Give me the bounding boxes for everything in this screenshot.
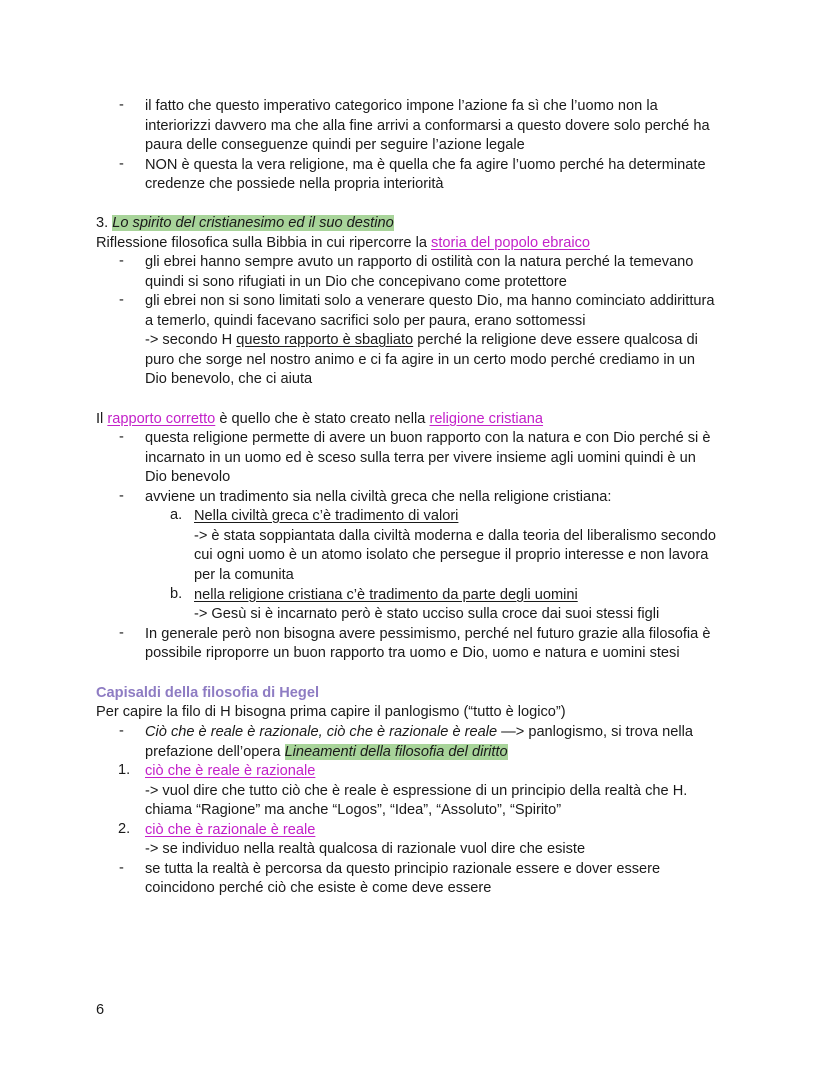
text-line: se tutta la realtà è percorsa da questo principio razionale essere e dover essere [145, 861, 661, 877]
list-number: 2. [118, 821, 131, 837]
sub-item-title: Nella civiltà greca c’è tradimento di valori [194, 508, 459, 524]
text-line [145, 743, 508, 762]
underlined-text: questo rapporto è sbagliato [236, 332, 414, 348]
text-line: il fatto che questo imperativo categorico impone l’azione fa sì che l’uomo non la [145, 98, 658, 114]
text-line: paura delle conseguenze quindi per seguire l’azione legale [145, 137, 525, 153]
section-heading: Capisaldi della filosofia di Hegel [96, 685, 320, 701]
text-line: per la comunita [194, 567, 294, 583]
bullet-dash: - [119, 860, 124, 876]
text-line: Dio benevolo, che ci aiuta [145, 371, 313, 387]
highlighted-title: Lineamenti della filosofia del diritto [284, 744, 508, 760]
text-line: credenze che possiede nella propria interiorità [145, 176, 444, 192]
text-line: -> è stata soppiantata dalla civiltà moderna e dalla teoria del liberalismo secondo [194, 528, 717, 544]
text-line: Per capire la filo di H bisogna prima capire il panlogismo (“tutto è logico”) [96, 704, 566, 720]
link-storia-popolo-ebraico[interactable]: storia del popolo ebraico [431, 235, 591, 251]
text-line: possibile riproporre un buon rapporto tra uomo e Dio, uomo e natura e uomini stesi [145, 645, 680, 661]
text-line: chiama “Ragione” ma anche “Logos”, “Idea”, “Assoluto”, “Spirito” [145, 802, 562, 818]
intro-text: Riflessione filosofica sulla Bibbia in cui ripercorre la [96, 235, 427, 251]
sub-item-label: a. [170, 507, 183, 523]
section-3-title [96, 214, 394, 233]
bullet-dash: - [119, 253, 124, 269]
text-span: Il [96, 411, 104, 427]
sub-item-title: nella religione cristiana c’è tradimento da parte degli uomini [194, 587, 578, 603]
text-span: prefazione dell’opera [145, 744, 281, 760]
text-line: interiorizzi davvero ma che alla fine arrivi a conformarsi a questo dovere solo perché ha [145, 118, 710, 134]
text-line: gli ebrei hanno sempre avuto un rapporto di ostilità con la natura perché la temevano [145, 254, 694, 270]
text-line: questa religione permette di avere un buon rapporto con la natura e con Dio perché si è [145, 430, 711, 446]
bullet-dash: - [119, 723, 124, 739]
text-line: avviene un tradimento sia nella civiltà greca che nella religione cristiana: [145, 489, 612, 505]
text-line: -> vuol dire che tutto ciò che è reale è espressione di un principio della realtà che H. [145, 783, 688, 799]
link-rapporto-corretto[interactable]: rapporto corretto [107, 411, 216, 427]
sub-item-label: b. [170, 586, 183, 602]
rapporto-corretto-line [96, 410, 543, 429]
link-religione-cristiana[interactable]: religione cristiana [429, 411, 544, 427]
list-number: 1. [118, 762, 131, 778]
text-span: —> panlogismo, si trova nella [501, 724, 693, 740]
text-line: incarnato in un uomo ed è sceso sulla terra per vivere insieme agli uomini quindi è un [145, 450, 696, 466]
text-line [145, 723, 693, 742]
link-razionale-reale[interactable]: ciò che è razionale è reale [145, 822, 316, 838]
section-3-intro [96, 234, 590, 253]
text-line: NON è questa la vera religione, ma è quella che fa agire l’uomo perché ha determinate [145, 157, 706, 173]
text-line: gli ebrei non si sono limitati solo a venerare questo Dio, ma hanno cominciato addirittura [145, 293, 715, 309]
bullet-dash: - [119, 156, 124, 172]
page-number: 6 [96, 1002, 105, 1018]
text-line: cui ogni uomo è un atomo isolato che persegue il proprio interesse e non lavora [194, 547, 709, 563]
text-line [145, 331, 698, 350]
italic-quote: Ciò che è reale è razionale, ciò che è razionale è reale [145, 724, 498, 740]
text-line: quindi si sono rifugiati in un Dio che concepivano come protettore [145, 274, 567, 290]
text-line: Dio benevolo [145, 469, 231, 485]
bullet-dash: - [119, 429, 124, 445]
text-span: perché la religione deve essere qualcosa di [417, 332, 698, 348]
bullet-dash: - [119, 625, 124, 641]
text-line: -> se individuo nella realtà qualcosa di razionale vuol dire che esiste [145, 841, 586, 857]
text-line: coincidono perché ciò che esiste è come deve essere [145, 880, 492, 896]
text-line: a temerlo, quindi facevano sacrifici solo per paura, erano sottomessi [145, 313, 586, 329]
text-span: -> secondo H [145, 332, 233, 348]
bullet-dash: - [119, 488, 124, 504]
text-line: puro che sorge nel nostro animo e ci fa agire in un certo modo perché crediamo in un [145, 352, 696, 368]
link-reale-razionale[interactable]: ciò che è reale è razionale [145, 763, 316, 779]
section-number: 3. [96, 215, 109, 231]
text-span: è quello che è stato creato nella [219, 411, 426, 427]
section-title-highlight: Lo spirito del cristianesimo ed il suo destino [112, 215, 394, 231]
text-line: In generale però non bisogna avere pessimismo, perché nel futuro grazie alla filosofia è [145, 626, 711, 642]
text-line: -> Gesù si è incarnato però è stato ucciso sulla croce dai suoi stessi figli [194, 606, 660, 622]
bullet-dash: - [119, 292, 124, 308]
bullet-dash: - [119, 97, 124, 113]
